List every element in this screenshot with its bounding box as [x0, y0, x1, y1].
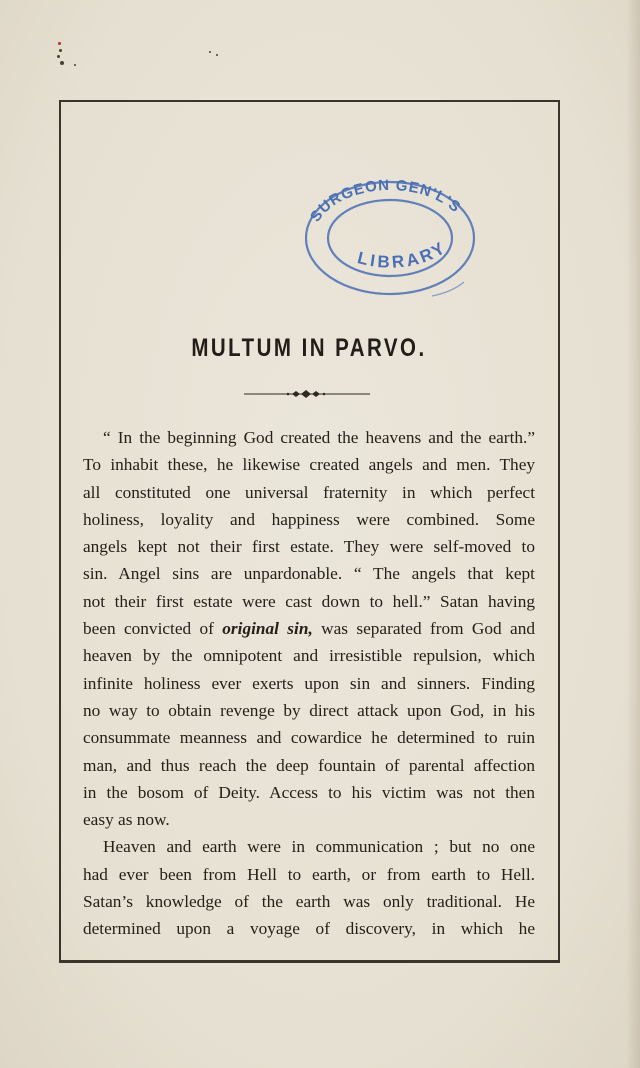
margin-specks: [54, 40, 94, 80]
text-line: sin. Angel sins are unpardonable. “ The angels that kept: [83, 564, 535, 584]
page-edge-shadow: [626, 0, 640, 1068]
text-line: determined upon a voyage of discovery, in which he: [83, 919, 535, 939]
text-run: been convicted of: [83, 619, 223, 639]
text-line: [83, 615, 535, 642]
text-line: in the bosom of Deity. Access to his victim was not then: [83, 782, 535, 802]
emphasis-text: original sin,: [222, 619, 313, 639]
text-line: all constituted one universal fraternity in which perfect: [83, 482, 535, 502]
text-line: easy as now.: [83, 810, 170, 830]
text-line: consummate meanness and cowardice he determined to ruin: [83, 728, 535, 748]
page-title: MULTUM IN PARVO.: [191, 334, 427, 362]
text-line: holiness, loyality and happiness were combined. Some: [83, 509, 535, 529]
text-line: Heaven and earth were in communication ; but no one: [103, 837, 535, 857]
title-ornament-rule: [244, 386, 370, 402]
body-text: [83, 424, 535, 943]
text-run: was separated from God and: [312, 619, 535, 639]
text-line: Satan’s knowledge of the earth was only traditional. He: [83, 892, 535, 912]
stamp-top-text: SURGEON GEN'L'S: [306, 176, 465, 226]
svg-text:LIBRARY: [355, 237, 450, 272]
text-line: had ever been from Hell to earth, or from earth to Hell.: [83, 864, 535, 884]
text-line: heaven by the omnipotent and irresistible repulsion, which: [83, 646, 535, 666]
text-line: angels kept not their first estate. They were self-moved to: [83, 537, 535, 557]
text-line: To inhabit these, he likewise created angels and men. They: [83, 455, 535, 475]
stamp-bottom-text: LIBRARY: [355, 237, 451, 272]
text-line: infinite holiness ever exerts upon sin and sinners. Finding: [83, 673, 535, 693]
text-line: man, and thus reach the deep fountain of parental affection: [83, 755, 535, 775]
library-stamp: [292, 168, 488, 308]
text-line: not their first estate were cast down to hell.” Satan having: [83, 591, 535, 611]
text-line: “ In the beginning God created the heavens and the earth.”: [103, 428, 535, 447]
text-line: no way to obtain revenge by direct attack upon God, in his: [83, 700, 535, 720]
